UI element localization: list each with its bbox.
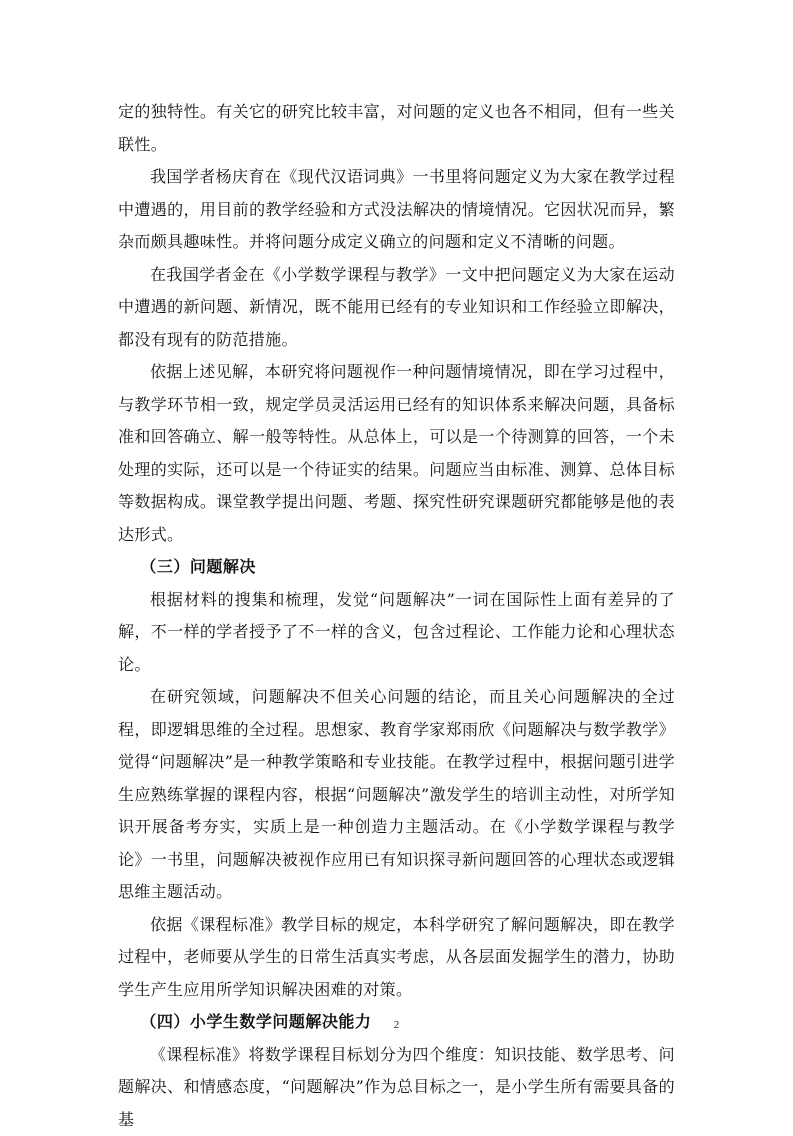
paragraph-research-field: 在研究领域，问题解决不但关心问题的结论，而且关心问题解决的全过程，即逻辑思维的全过程。思想家、教育学家郑雨欣《问题解决与数学教学》觉得“问题解决”是一种教学策略和专业技能。在教学过程中，根据问题引进学生应熟练掌握的课程内容，根据“问题解决”激发学生的培训主动性，对所学知识开展备考夯实，实质上是一种创造力主题活动。在《小学数学课程与教学论》一书里，问题解决被视作应用已有知识探寻新问题回答的心理状态或逻辑思维主题活动。 <box>118 681 675 909</box>
paragraph-yang-definition: 我国学者杨庆育在《现代汉语词典》一书里将问题定义为大家在教学过程中遭遇的，用目前的教学经验和方式没法解决的情境情况。它因状况而异，繁杂而颇具趣味性。并将问题分成定义确立的问题和定义不清晰的问题。 <box>118 161 675 259</box>
paragraph-study-definition: 依据上述见解，本研究将问题视作一种问题情境情况，即在学习过程中，与教学环节相一致，规定学员灵活运用已经有的知识体系来解决问题，具备标准和回答确立、解一般等特性。从总体上，可以是一个待测算的回答，一个未处理的实际，还可以是一个待证实的结果。问题应当由标准、测算、总体目标等数据构成。课堂教学提出问题、考题、探究性研究课题研究都能够是他的表达形式。 <box>118 356 675 551</box>
paragraph-materials: 根据材料的搜集和梳理，发觉“问题解决”一词在国际性上面有差异的了解，不一样的学者授予了不一样的含义，包含过程论、工作能力论和心理状态论。 <box>118 584 675 682</box>
paragraph-four-dimensions: 《课程标准》将数学课程目标划分为四个维度：知识技能、数学思考、问题解决、和情感态度，“问题解决”作为总目标之一，是小学生所有需要具备的基 <box>118 1039 675 1136</box>
body-text <box>118 96 675 1136</box>
paragraph-jin-definition: 在我国学者金在《小学数学课程与教学》一文中把问题定义为大家在运动中遭遇的新问题、新情况，既不能用已经有的专业知识和工作经验立即解决，都没有现有的防范措施。 <box>118 259 675 357</box>
section-heading-problem-solving: （三）问题解决 <box>118 551 675 584</box>
page-number: 2 <box>0 1019 793 1031</box>
paragraph-curriculum-standard: 依据《课程标准》教学目标的规定，本科学研究了解问题解决，即在教学过程中，老师要从学生的日常生活真实考虑，从各层面发掘学生的潜力，协助学生产生应用所学知识解决困难的对策。 <box>118 909 675 1007</box>
paragraph-continuation: 定的独特性。有关它的研究比较丰富，对问题的定义也各不相同，但有一些关联性。 <box>118 96 675 161</box>
section-heading-ability: （四）小学生数学问题解决能力 <box>118 1006 675 1039</box>
